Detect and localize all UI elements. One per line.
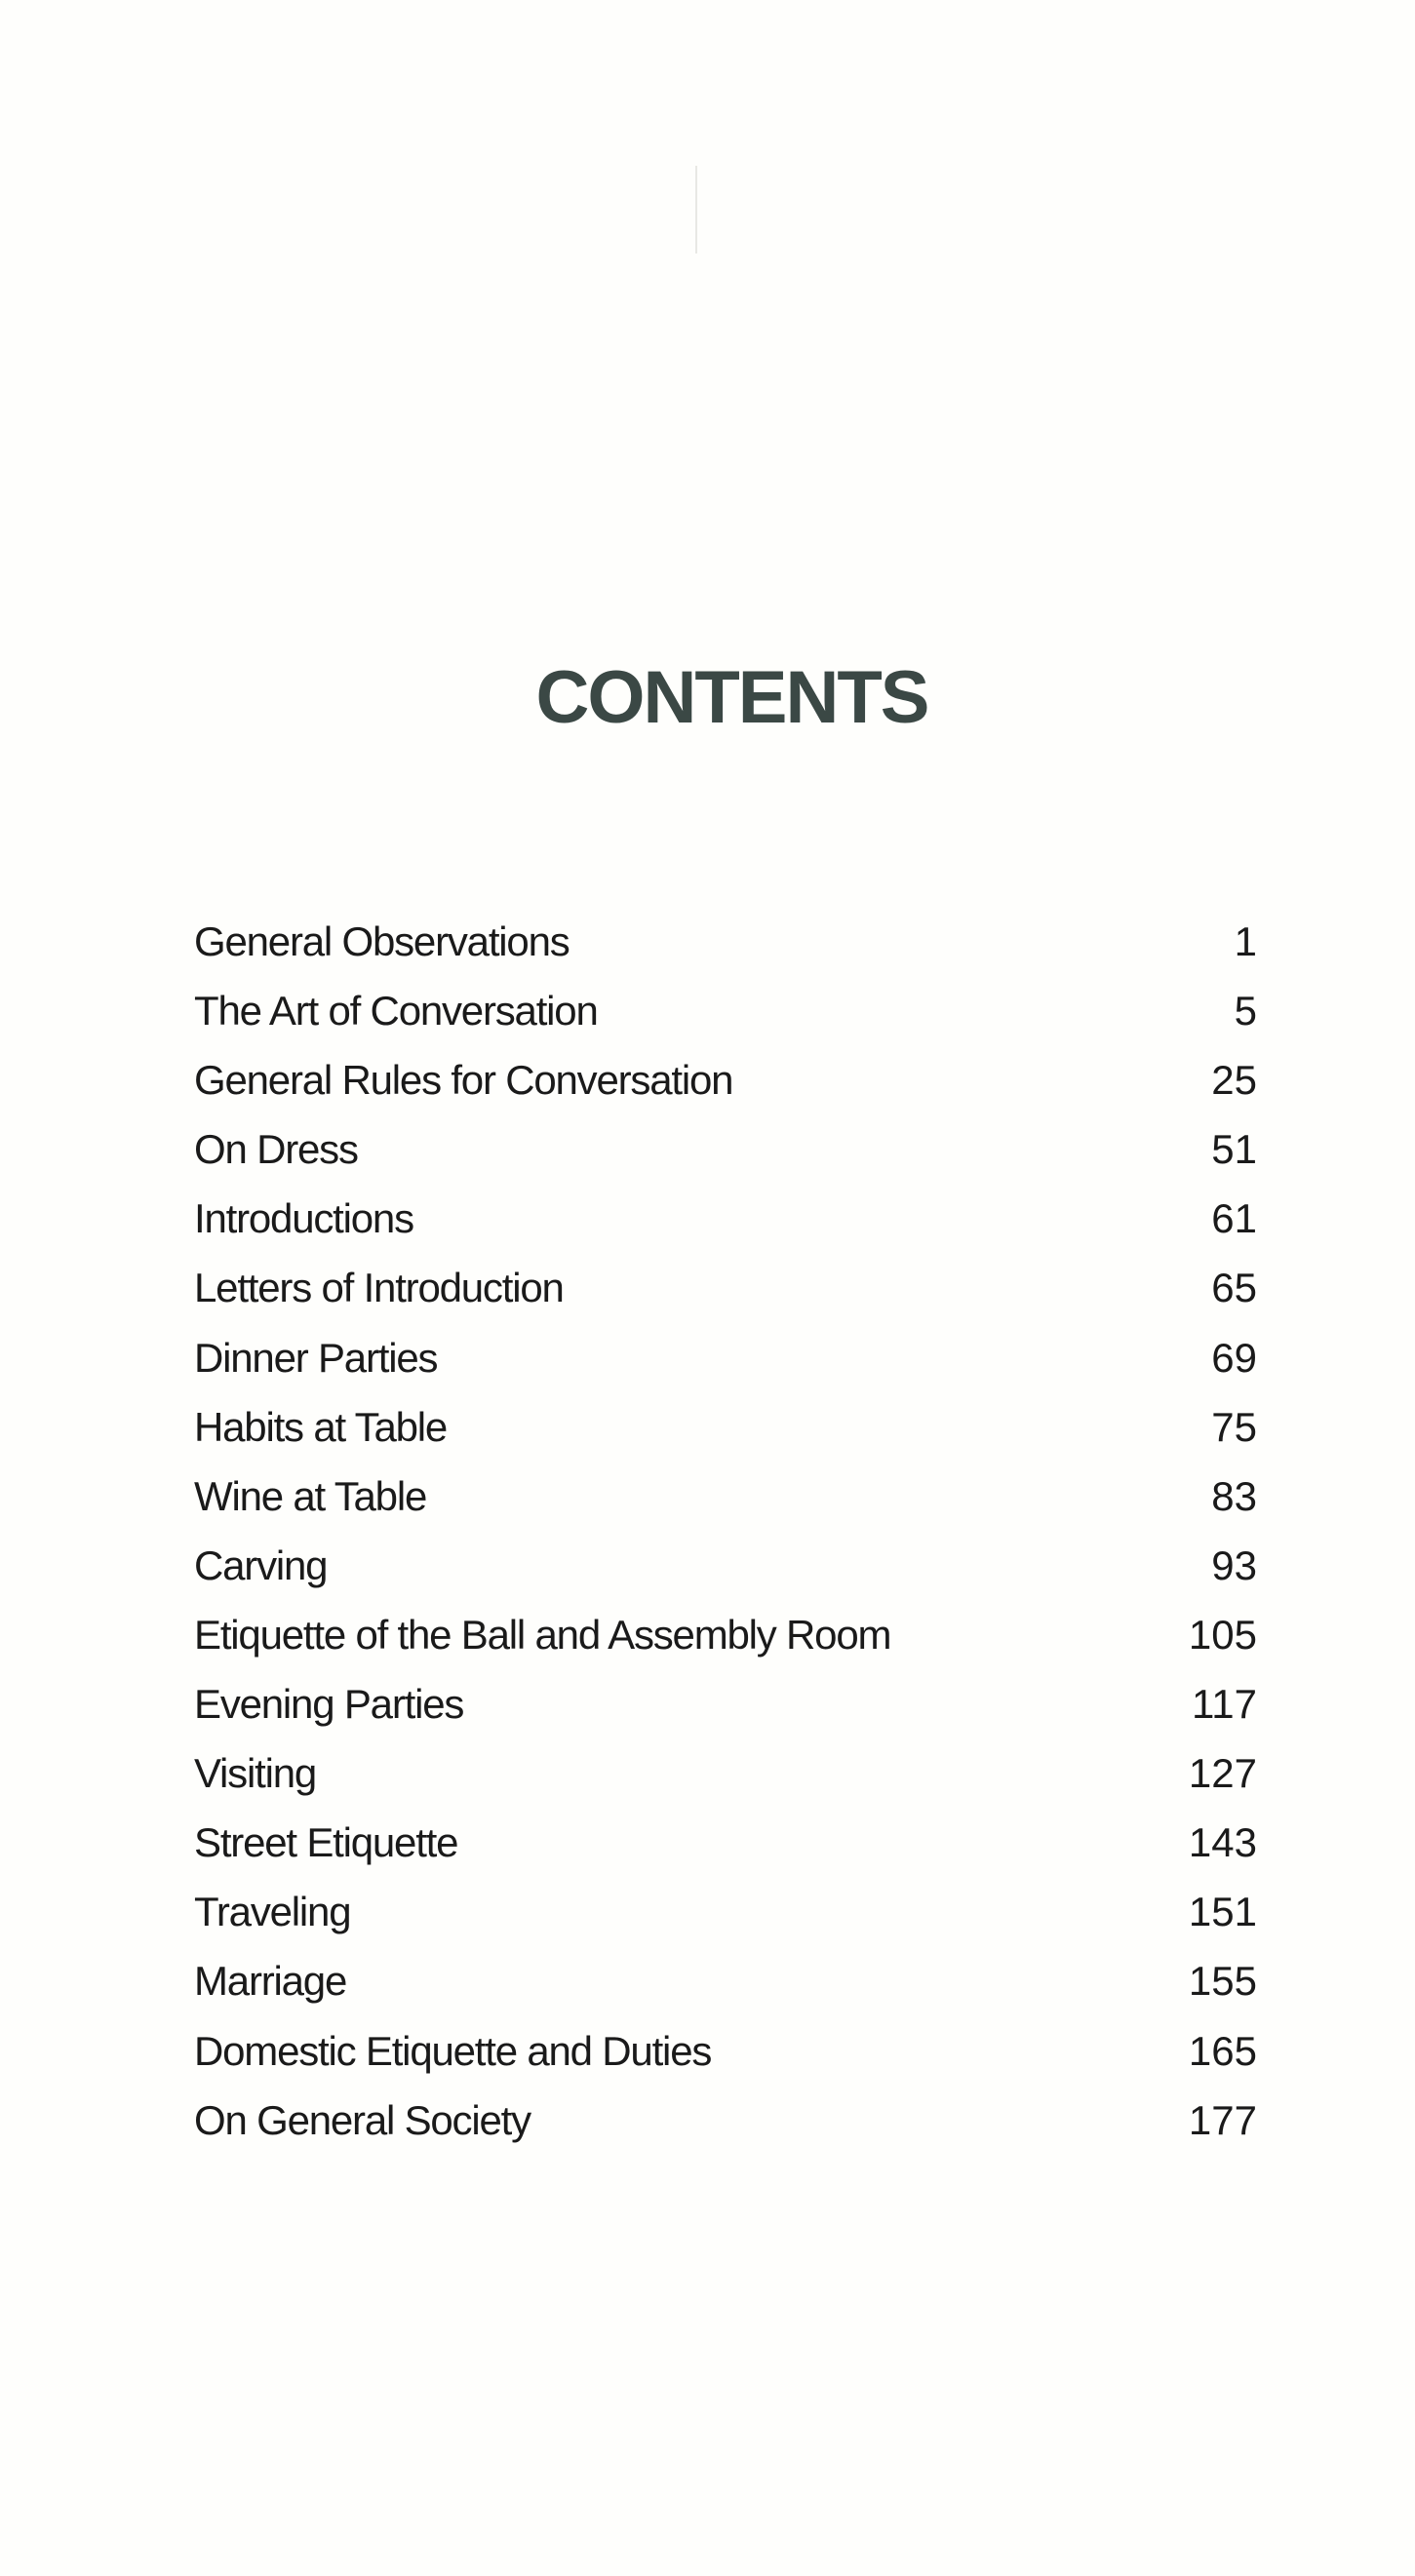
toc-entry-title: Street Etiquette xyxy=(194,1819,458,1866)
toc-entry xyxy=(194,1263,1257,1332)
toc-entry-title: On General Society xyxy=(194,2096,531,2143)
toc-entry-title: Habits at Table xyxy=(194,1403,448,1450)
toc-entry-page: 61 xyxy=(1211,1195,1257,1242)
toc-entry xyxy=(194,1956,1257,2025)
toc-entry xyxy=(194,1817,1257,1887)
toc-entry xyxy=(194,1748,1257,1817)
toc-entry-page: 1 xyxy=(1234,918,1257,964)
toc-entry xyxy=(194,2026,1257,2095)
toc-entry-page: 105 xyxy=(1188,1611,1257,1658)
toc-entry-title: Marriage xyxy=(194,1958,347,2005)
toc-entry-title: On Dress xyxy=(194,1126,358,1173)
table-of-contents xyxy=(194,917,1257,2165)
toc-entry-page: 5 xyxy=(1234,988,1257,1034)
toc-entry-page: 51 xyxy=(1211,1126,1257,1173)
toc-entry xyxy=(194,1193,1257,1263)
toc-entry-title: Etiquette of the Ball and Assembly Room xyxy=(194,1611,891,1658)
toc-entry xyxy=(194,1679,1257,1748)
toc-entry xyxy=(194,2095,1257,2165)
toc-entry-page: 151 xyxy=(1188,1889,1257,1935)
toc-entry-page: 93 xyxy=(1211,1542,1257,1588)
toc-entry-page: 177 xyxy=(1188,2096,1257,2143)
toc-entry xyxy=(194,1055,1257,1124)
toc-entry xyxy=(194,1541,1257,1610)
page-title: CONTENTS xyxy=(535,656,928,739)
toc-entry-page: 83 xyxy=(1211,1472,1257,1519)
toc-entry-page: 65 xyxy=(1211,1265,1257,1311)
toc-entry-page: 127 xyxy=(1188,1750,1257,1797)
toc-entry-title: Visiting xyxy=(194,1750,317,1797)
toc-entry-page: 117 xyxy=(1192,1681,1257,1728)
toc-entry xyxy=(194,917,1257,986)
toc-entry-title: General Observations xyxy=(194,918,570,964)
toc-entry xyxy=(194,1333,1257,1402)
toc-entry-page: 165 xyxy=(1188,2027,1257,2074)
toc-entry-page: 25 xyxy=(1211,1057,1257,1104)
toc-entry xyxy=(194,1887,1257,1956)
toc-entry-page: 69 xyxy=(1211,1334,1257,1381)
toc-entry xyxy=(194,1471,1257,1541)
toc-entry xyxy=(194,986,1257,1055)
toc-entry xyxy=(194,1402,1257,1471)
toc-entry-title: Evening Parties xyxy=(194,1681,464,1728)
toc-entry-title: Letters of Introduction xyxy=(194,1265,564,1311)
toc-entry-page: 75 xyxy=(1211,1403,1257,1450)
toc-entry-title: General Rules for Conversation xyxy=(194,1057,733,1104)
toc-entry xyxy=(194,1124,1257,1193)
scan-artifact xyxy=(695,166,697,254)
toc-entry-page: 143 xyxy=(1188,1819,1257,1866)
toc-entry-page: 155 xyxy=(1188,1958,1257,2005)
toc-entry-title: The Art of Conversation xyxy=(194,988,598,1034)
toc-entry xyxy=(194,1610,1257,1679)
toc-entry-title: Wine at Table xyxy=(194,1472,427,1519)
toc-entry-title: Carving xyxy=(194,1542,328,1588)
toc-entry-title: Dinner Parties xyxy=(194,1334,438,1381)
toc-entry-title: Traveling xyxy=(194,1889,351,1935)
toc-entry-title: Domestic Etiquette and Duties xyxy=(194,2027,712,2074)
toc-entry-title: Introductions xyxy=(194,1195,413,1242)
